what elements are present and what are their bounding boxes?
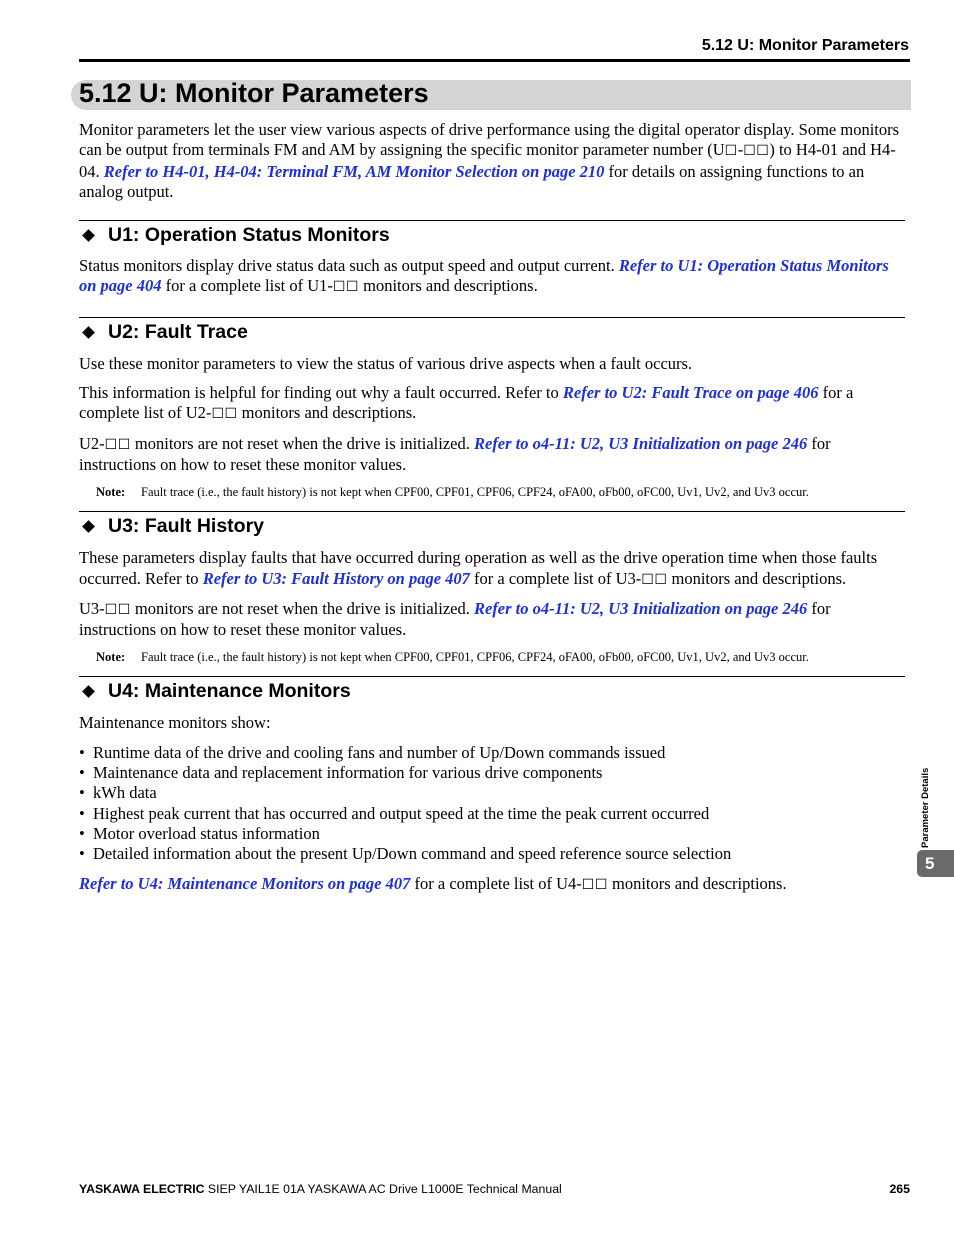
u3-text-3: monitors and descriptions. xyxy=(667,568,847,588)
u4-bullet-list xyxy=(79,743,907,865)
placeholder-box: ☐ xyxy=(724,143,738,160)
u2-text-4: U2- xyxy=(79,433,105,453)
list-item: • Motor overload status information xyxy=(79,824,907,844)
note-label: Note: xyxy=(96,485,126,500)
u3-text-1: These parameters display faults that have occurred during operation as well as the drive operation time when those faults occurred. Refer to xyxy=(79,548,878,588)
u2-paragraph-2 xyxy=(79,383,907,425)
placeholder-box: ☐☐ xyxy=(104,601,131,618)
u4-paragraph-2 xyxy=(79,874,907,895)
placeholder-box: ☐☐ xyxy=(211,406,238,423)
note-label: Note: xyxy=(96,650,126,665)
u1-text-3: monitors and descriptions. xyxy=(358,276,538,296)
intro-text-1: Monitor parameters let the user view various aspects of drive performance using the digital operator display. Some monitors can be output from terminals FM and AM by assigning the specific monitor parameter number (U xyxy=(79,120,900,160)
u1-paragraph xyxy=(79,256,907,298)
u2-paragraph-3 xyxy=(79,434,907,476)
u2-text-5: monitors are not reset when the drive is initialized. xyxy=(130,433,474,453)
intro-paragraph xyxy=(79,120,907,202)
diamond-bullet-icon xyxy=(82,326,95,339)
placeholder-box: ☐☐ xyxy=(332,279,359,296)
u1-text-2: for a complete list of U1- xyxy=(161,276,333,296)
u3-paragraph-2 xyxy=(79,599,907,641)
section-heading-u3 xyxy=(81,515,907,538)
intro-text-4: for details on assigning functions to an analog output. xyxy=(79,161,865,201)
running-header: 5.12 U: Monitor Parameters xyxy=(701,37,909,54)
placeholder-box: ☐☐ xyxy=(581,876,608,893)
u3-text-5: monitors are not reset when the drive is initialized. xyxy=(130,598,474,618)
page-title: 5.12 U: Monitor Parameters xyxy=(79,78,429,108)
side-tab-label-text: Parameter Details xyxy=(920,767,931,848)
content xyxy=(79,120,907,895)
footer-doc-title: SIEP YAIL1E 01A YASKAWA AC Drive L1000E Technical Manual xyxy=(204,1182,562,1196)
section-heading-label: U1: Operation Status Monitors xyxy=(108,224,390,247)
section-heading-label: U4: Maintenance Monitors xyxy=(108,680,351,703)
section-heading-label: U3: Fault History xyxy=(108,515,265,538)
u2-text-1: This information is helpful for finding out why a fault occurred. Refer to xyxy=(79,383,563,403)
footer-brand: YASKAWA ELECTRIC xyxy=(79,1182,205,1196)
section-heading-u4 xyxy=(81,680,907,703)
u2-init-link[interactable]: Refer to o4-11: U2, U3 Initialization on page 246 xyxy=(473,433,808,453)
list-item: • Runtime data of the drive and cooling fans and number of Up/Down commands issued xyxy=(79,743,907,763)
diamond-bullet-icon xyxy=(82,520,95,533)
u4-maintenance-link[interactable]: Refer to U4: Maintenance Monitors on page 407 xyxy=(79,873,411,893)
intro-link[interactable]: Refer to H4-01, H4-04: Terminal FM, AM Monitor Selection on page 210 xyxy=(103,161,605,181)
chapter-tab: 5 xyxy=(917,850,954,877)
section-rule xyxy=(79,220,905,221)
u2-text-6: for instructions on how to reset these monitor values. xyxy=(79,433,831,474)
u3-paragraph-1 xyxy=(79,548,907,590)
u4-text-1: for a complete list of U4- xyxy=(410,873,582,893)
u3-init-link[interactable]: Refer to o4-11: U2, U3 Initialization on page 246 xyxy=(473,598,808,618)
note-text: Fault trace (i.e., the fault history) is not kept when CPF00, CPF01, CPF06, CPF24, oFA00, oFb00, oFC00, Uv1, Uv2, and Uv3 occur. xyxy=(141,650,809,665)
diamond-bullet-icon xyxy=(82,686,95,699)
u3-note xyxy=(79,649,907,666)
section-heading-u1 xyxy=(81,224,907,247)
list-item: • kWh data xyxy=(79,783,907,803)
placeholder-box: ☐☐ xyxy=(104,436,131,453)
section-heading-label: U2: Fault Trace xyxy=(108,320,248,343)
u4-paragraph-1: Maintenance monitors show: xyxy=(79,713,271,733)
u1-link[interactable]: Refer to U1: Operation Status Monitors on page 404 xyxy=(79,256,889,296)
u1-text-1: Status monitors display drive status data such as output speed and output current. xyxy=(79,256,619,276)
u3-text-4: U3- xyxy=(79,598,105,618)
footer-doc xyxy=(79,1182,562,1196)
u2-fault-trace-link[interactable]: Refer to U2: Fault Trace on page 406 xyxy=(562,383,819,403)
section-rule xyxy=(79,317,905,318)
list-item: • Highest peak current that has occurred and output speed at the time the peak current occurred xyxy=(79,804,907,824)
u2-text-2: for a complete list of U2- xyxy=(79,383,854,423)
list-item: • Maintenance data and replacement information for various drive components xyxy=(79,763,907,783)
page-number: 265 xyxy=(889,1182,910,1196)
u2-text-3: monitors and descriptions. xyxy=(237,403,417,423)
placeholder-box: ☐☐ xyxy=(641,571,668,588)
section-rule xyxy=(79,511,905,512)
u3-text-6: for instructions on how to reset these monitor values. xyxy=(79,598,831,640)
intro-text-3: ) to H4-01 and H4-04. xyxy=(79,140,896,181)
section-heading-u2 xyxy=(81,321,907,344)
u2-note xyxy=(79,484,907,501)
u4-text-2: monitors and descriptions. xyxy=(607,873,787,893)
u3-text-2: for a complete list of U3- xyxy=(469,568,642,588)
u3-fault-history-link[interactable]: Refer to U3: Fault History on page 407 xyxy=(202,568,470,588)
list-item: • Detailed information about the present Up/Down command and speed reference source selection xyxy=(79,844,907,864)
note-text: Fault trace (i.e., the fault history) is not kept when CPF00, CPF01, CPF06, CPF24, oFA00, oFb00, oFC00, Uv1, Uv2, and Uv3 occur. xyxy=(141,485,809,500)
diamond-bullet-icon xyxy=(82,229,95,242)
header-rule xyxy=(79,59,910,62)
u2-paragraph-1: Use these monitor parameters to view the status of various drive aspects when a fault occurs. xyxy=(79,353,693,373)
footer xyxy=(79,1182,910,1196)
intro-text-2: - xyxy=(737,140,744,160)
placeholder-box: ☐☐ xyxy=(743,143,770,160)
section-rule xyxy=(79,676,905,677)
